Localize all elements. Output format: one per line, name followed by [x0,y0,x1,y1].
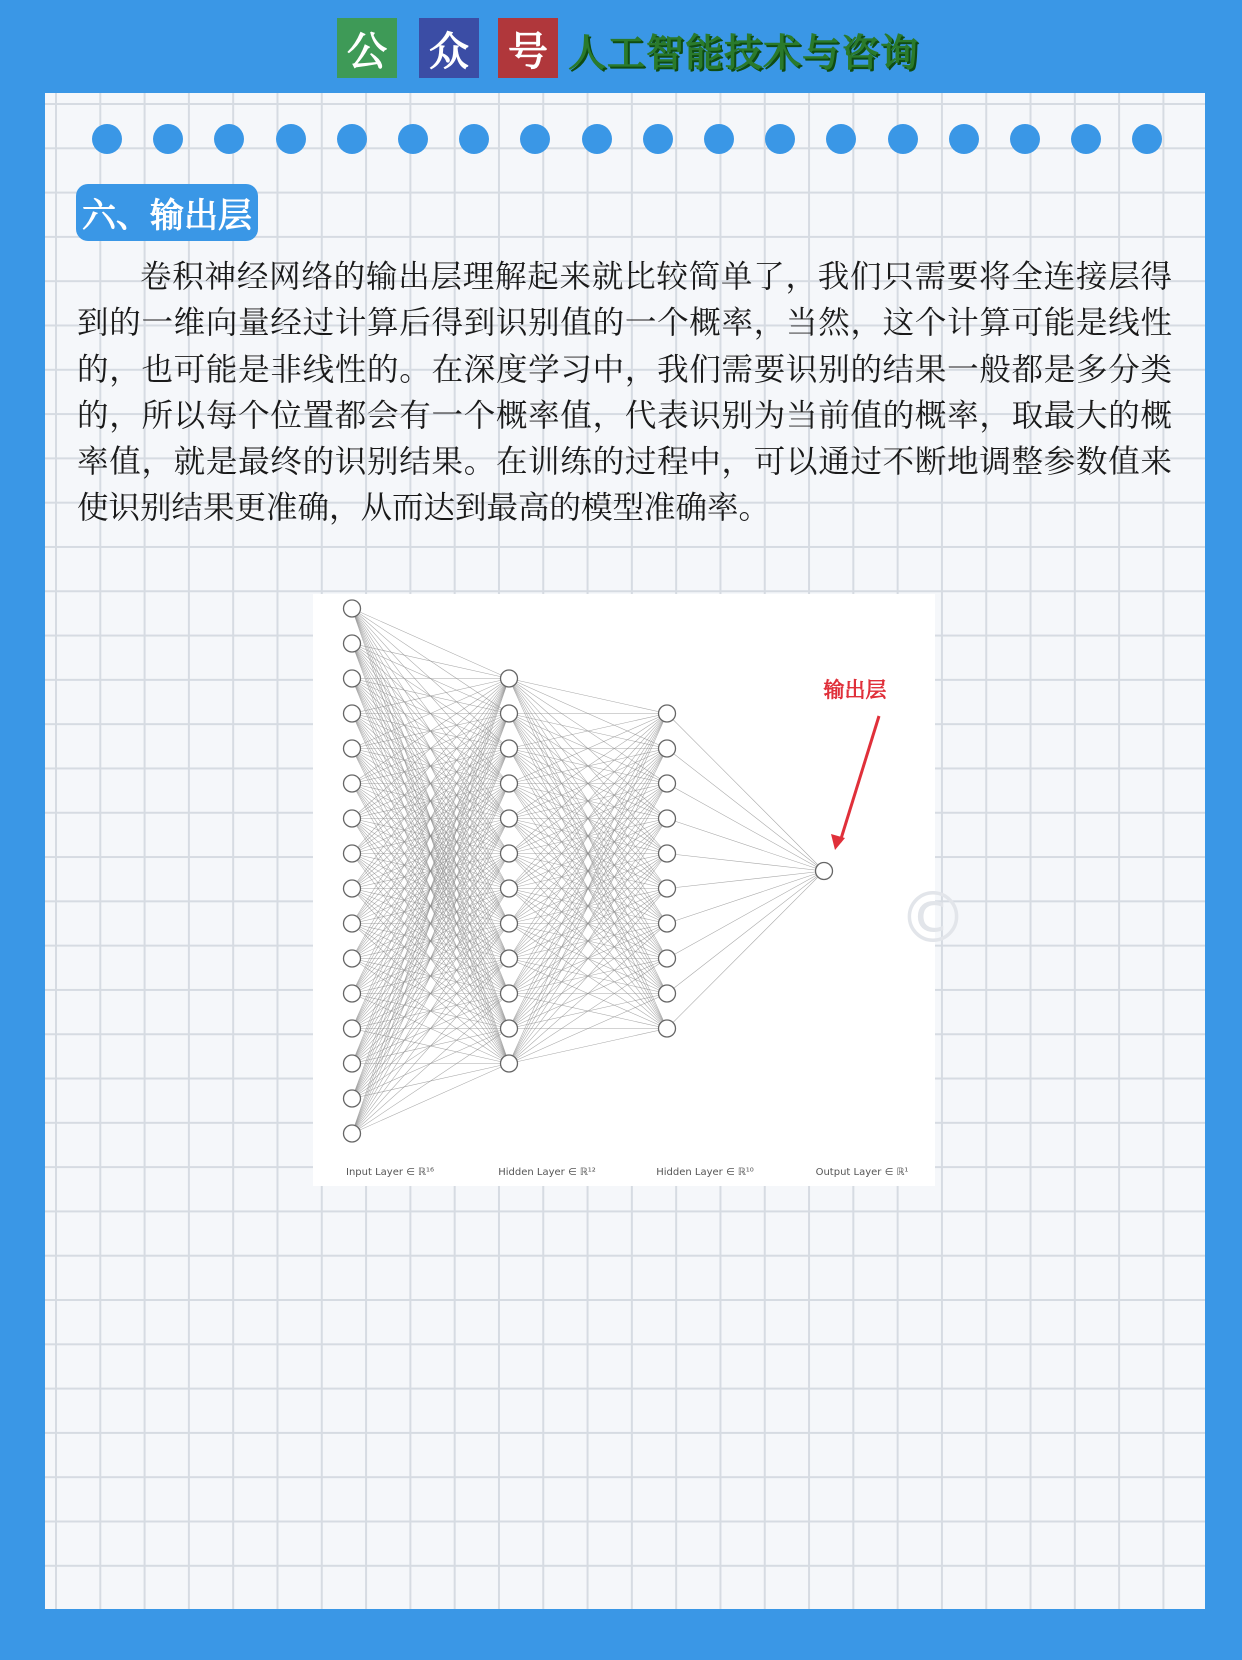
network-node [501,1055,518,1072]
neural-network-diagram [313,594,968,1186]
binding-dot [153,124,183,154]
network-node [344,880,361,897]
binding-dot [582,124,612,154]
network-node [344,845,361,862]
network-node [344,1125,361,1142]
annotation-arrow [840,716,879,842]
binding-dot [949,124,979,154]
binding-dot [92,124,122,154]
connection-edge [352,609,509,679]
network-node [501,810,518,827]
network-node [501,670,518,687]
network-node [344,1090,361,1107]
layer-label: Hidden Layer ∈ ℝ¹² [498,1167,596,1178]
connection-edge [509,1029,667,1064]
connection-edge [667,784,824,872]
network-node [659,775,676,792]
network-node [344,915,361,932]
connection-edge [667,871,824,959]
network-node [344,810,361,827]
binding-dot [765,124,795,154]
output-node [816,863,833,880]
watermark-icon: © [898,877,968,959]
section-paragraph: 卷积神经网络的输出层理解起来就比较简单了，我们只需要将全连接层得到的一维向量经过计算后得到识别值的一个概率，当然，这个计算可能是线性的，也可能是非线性的。在深度学习中，我们需要识别的结果一般都是多分类的，所以每个位置都会有一个概率值，代表识别为当前值的概率，取最大的概率值，就是最终的识别结果。在训练的过程中，可以通过不断地调整参数值来使识别结果更准确，从而达到最高的模型准确率。 [77,259,1172,527]
network-node [344,775,361,792]
network-node [344,740,361,757]
network-node [344,950,361,967]
layer-label: Output Layer ∈ ℝ¹ [815,1167,909,1178]
badge-gong: 公 [337,18,397,78]
binding-dot [1010,124,1040,154]
network-node [659,810,676,827]
connection-edge [509,749,667,1064]
layer-label: Input Layer ∈ ℝ¹⁶ [346,1167,434,1178]
section-title: 六、输出层 [76,184,258,241]
binding-dot [888,124,918,154]
network-node [344,705,361,722]
binding-dot [276,124,306,154]
network-node [501,950,518,967]
network-node [501,845,518,862]
network-node [501,775,518,792]
network-node [659,880,676,897]
binding-dot [643,124,673,154]
network-node [659,740,676,757]
output-layer-annotation: 输出层 [823,678,887,702]
badge-hao: 号 [498,18,558,78]
network-node [501,915,518,932]
network-node [501,985,518,1002]
network-node [659,950,676,967]
network-node [344,1055,361,1072]
connection-edge [667,871,824,1029]
network-figure [313,594,968,1186]
binding-dot [1071,124,1101,154]
connection-edge [509,819,667,1064]
connection-edge [667,871,824,994]
network-node [659,1020,676,1037]
connection-edge [667,819,824,872]
network-node [344,635,361,652]
connection-edge [667,854,824,872]
network-node [344,985,361,1002]
binding-dot [704,124,734,154]
connection-edge [667,714,824,872]
network-node [344,670,361,687]
network-node [501,880,518,897]
connection-edge [667,871,824,889]
network-node [344,600,361,617]
layer-label: Hidden Layer ∈ ℝ¹⁰ [656,1167,754,1178]
header-banner [0,0,1242,92]
network-node [659,985,676,1002]
binding-dot [337,124,367,154]
network-node [659,845,676,862]
network-node [501,740,518,757]
network-node [659,915,676,932]
network-node [344,1020,361,1037]
account-title: 人工智能技术与咨询 [568,31,920,75]
network-node [501,705,518,722]
binding-dot [459,124,489,154]
connection-edge [509,679,667,714]
connection-edge [667,749,824,872]
connection-edge [352,1064,509,1134]
network-node [501,1020,518,1037]
badge-zhong: 众 [419,18,479,78]
binding-dot [398,124,428,154]
connection-edge [667,871,824,924]
network-node [659,705,676,722]
